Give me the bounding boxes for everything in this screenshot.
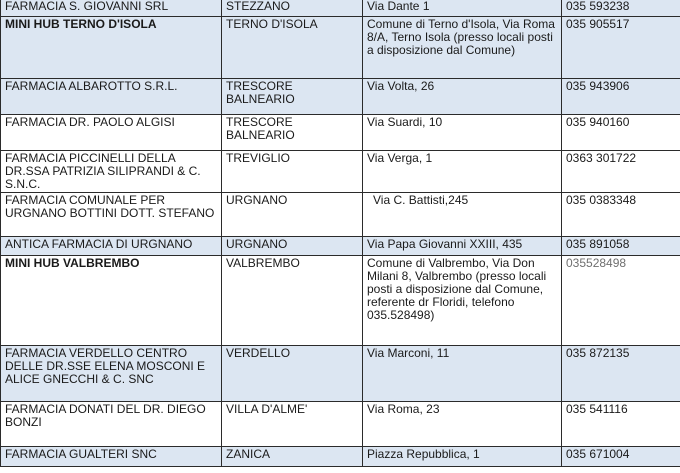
pharmacy-address: Via Marconi, 11 <box>363 346 562 402</box>
pharmacy-name: FARMACIA DR. PAOLO ALGISI <box>1 115 222 151</box>
table-row <box>1 0 680 17</box>
pharmacy-phone: 035 872135 <box>562 346 680 402</box>
table-row <box>1 256 680 346</box>
pharmacy-address: Via Volta, 26 <box>363 79 562 115</box>
pharmacy-name: FARMACIA ALBAROTTO S.R.L. <box>1 79 222 115</box>
pharmacy-phone: 035 905517 <box>562 17 680 79</box>
table-row <box>1 402 680 447</box>
pharmacy-address: Comune di Valbrembo, Via Don Milani 8, Valbrembo (presso locali posti a disposizione dal Comune, referente dr Floridi, telefono 035.528498) <box>363 256 562 346</box>
pharmacy-name: MINI HUB VALBREMBO <box>1 256 222 346</box>
pharmacy-name: FARMACIA COMUNALE PER URGNANO BOTTINI DOTT. STEFANO <box>1 193 222 237</box>
pharmacy-address: Via Roma, 23 <box>363 402 562 447</box>
pharmacy-phone: 035 0383348 <box>562 193 680 237</box>
pharmacy-address: Via Suardi, 10 <box>363 115 562 151</box>
table-row <box>1 237 680 256</box>
table-row <box>1 346 680 402</box>
pharmacy-name: FARMACIA PICCINELLI DELLA DR.SSA PATRIZIA SILIPRANDI & C. S.N.C. <box>1 151 222 193</box>
pharmacy-city: URGNANO <box>222 237 363 256</box>
table-row <box>1 115 680 151</box>
pharmacy-city: VERDELLO <box>222 346 363 402</box>
table-row <box>1 151 680 193</box>
pharmacy-phone: 035 671004 <box>562 447 680 467</box>
pharmacy-phone: 035528498 <box>562 256 680 346</box>
pharmacy-address: Via C. Battisti,245 <box>363 193 562 237</box>
pharmacy-phone: 035 943906 <box>562 79 680 115</box>
pharmacy-name: FARMACIA VERDELLO CENTRO DELLE DR.SSE ELENA MOSCONI E ALICE GNECCHI & C. SNC <box>1 346 222 402</box>
table-row <box>1 79 680 115</box>
table-row <box>1 193 680 237</box>
pharmacy-phone: 0363 301722 <box>562 151 680 193</box>
table-row <box>1 17 680 79</box>
pharmacy-city: ZANICA <box>222 447 363 467</box>
pharmacy-city: URGNANO <box>222 193 363 237</box>
pharmacy-address: Via Dante 1 <box>363 0 562 17</box>
pharmacy-city: VILLA D'ALME' <box>222 402 363 447</box>
pharmacy-city: VALBREMBO <box>222 256 363 346</box>
pharmacy-name: ANTICA FARMACIA DI URGNANO <box>1 237 222 256</box>
pharmacy-phone: 035 593238 <box>562 0 680 17</box>
table-row <box>1 447 680 467</box>
pharmacy-city: TREVIGLIO <box>222 151 363 193</box>
pharmacy-city: TRESCORE BALNEARIO <box>222 115 363 151</box>
pharmacy-address: Comune di Terno d'Isola, Via Roma 8/A, Terno Isola (presso locali posti a disposizione dal Comune) <box>363 17 562 79</box>
pharmacy-phone: 035 891058 <box>562 237 680 256</box>
pharmacy-name: FARMACIA DONATI DEL DR. DIEGO BONZI <box>1 402 222 447</box>
pharmacy-address: Piazza Repubblica, 1 <box>363 447 562 467</box>
pharmacy-city: TRESCORE BALNEARIO <box>222 79 363 115</box>
pharmacy-name: FARMACIA S. GIOVANNI SRL <box>1 0 222 17</box>
pharmacy-phone: 035 541116 <box>562 402 680 447</box>
pharmacy-address: Via Verga, 1 <box>363 151 562 193</box>
pharmacy-phone: 035 940160 <box>562 115 680 151</box>
pharmacy-city: STEZZANO <box>222 0 363 17</box>
pharmacy-name: FARMACIA GUALTERI SNC <box>1 447 222 467</box>
pharmacy-city: TERNO D'ISOLA <box>222 17 363 79</box>
pharmacy-name: MINI HUB TERNO D'ISOLA <box>1 17 222 79</box>
pharmacy-address: Via Papa Giovanni XXIII, 435 <box>363 237 562 256</box>
